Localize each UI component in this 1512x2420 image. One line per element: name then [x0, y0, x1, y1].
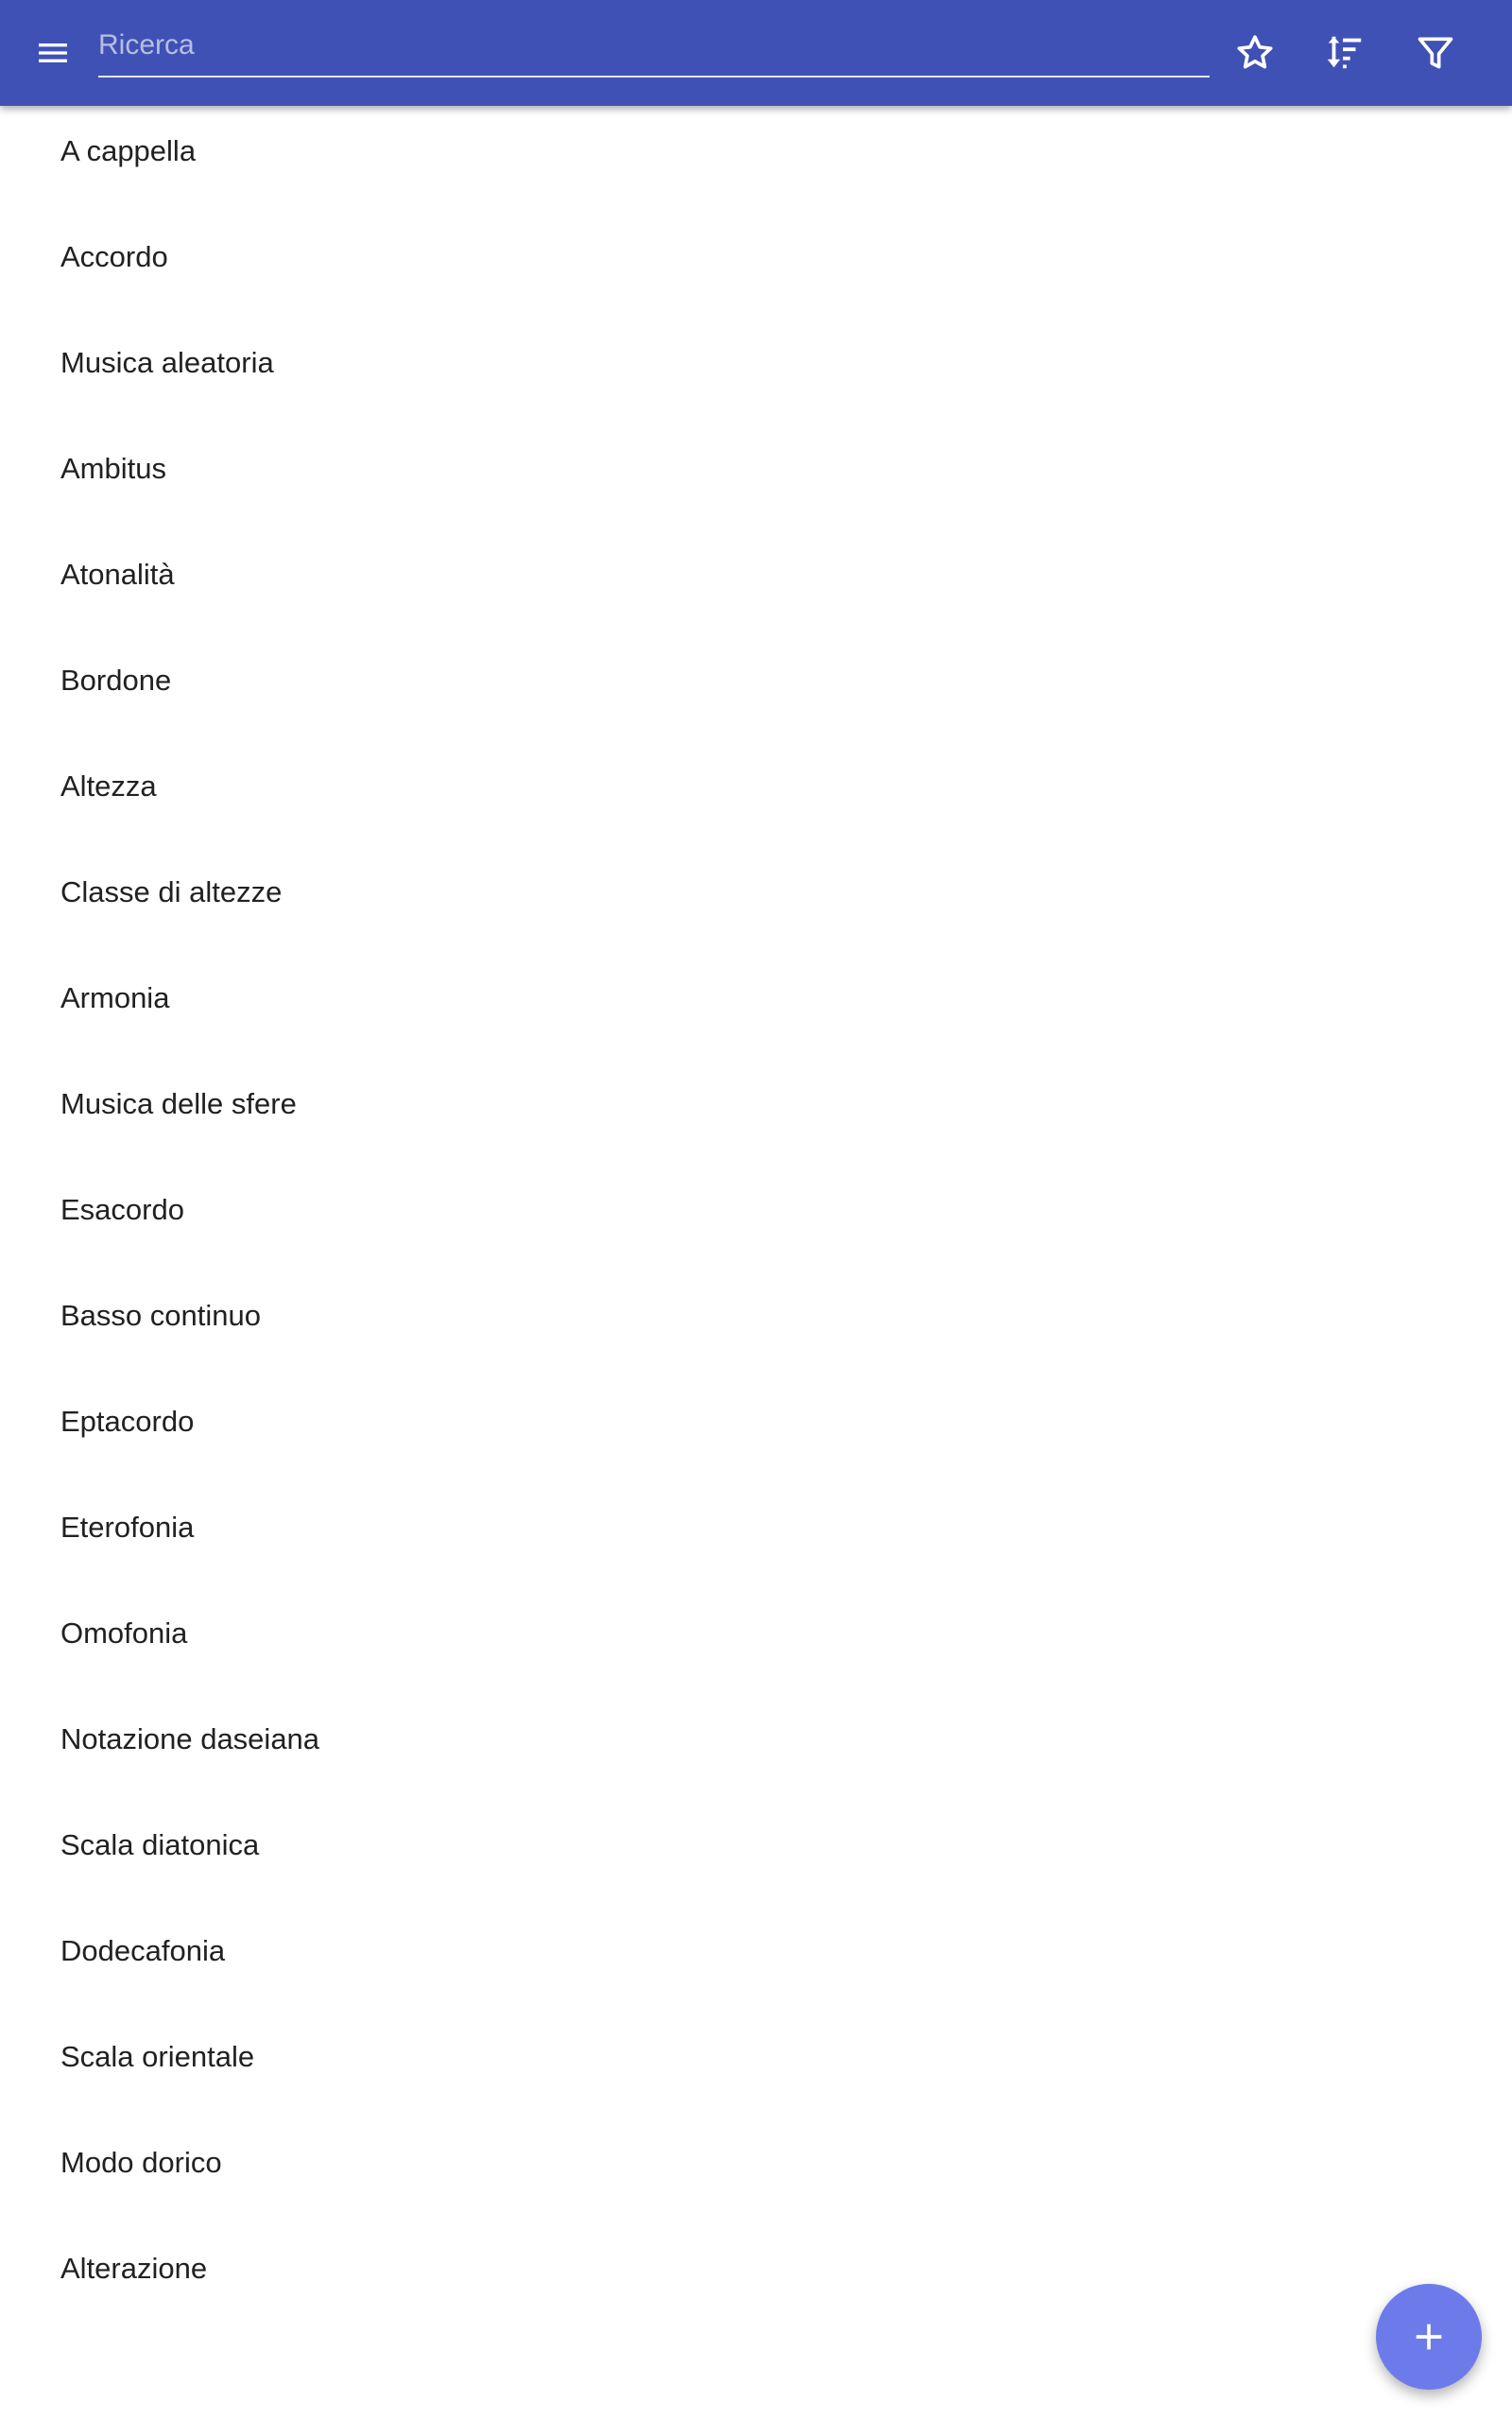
list-item[interactable]: Omofonia	[60, 1616, 188, 1650]
star-outline-icon	[1234, 32, 1276, 74]
list-item[interactable]: Esacordo	[60, 1193, 184, 1226]
list-item[interactable]: Eptacordo	[60, 1405, 195, 1438]
list-item[interactable]: Basso continuo	[60, 1299, 261, 1332]
list-item[interactable]: Dodecafonia	[60, 1934, 226, 1967]
favorites-button[interactable]	[1217, 15, 1293, 91]
list-item[interactable]: Armonia	[60, 981, 170, 1014]
list-item[interactable]: Musica delle sfere	[60, 1087, 297, 1120]
search-field	[98, 21, 1210, 78]
add-button[interactable]	[1376, 2284, 1482, 2390]
list-item[interactable]: Accordo	[60, 240, 168, 273]
filter-icon	[1415, 32, 1456, 74]
list-item[interactable]: A cappella	[60, 134, 197, 167]
list-item[interactable]: Scala diatonica	[60, 1828, 260, 1861]
list-item[interactable]: Bordone	[60, 664, 172, 697]
search-input[interactable]	[98, 21, 1210, 70]
list-item[interactable]: Alterazione	[60, 2252, 208, 2285]
term-list	[0, 98, 1512, 2322]
filter-button[interactable]	[1398, 15, 1473, 91]
list-item[interactable]: Musica aleatoria	[60, 346, 274, 379]
list-item[interactable]: Scala orientale	[60, 2040, 255, 2073]
top-app-bar	[0, 0, 1512, 106]
list-item[interactable]: Altezza	[60, 769, 157, 803]
list-item[interactable]: Eterofonia	[60, 1511, 195, 1544]
list-item[interactable]: Ambitus	[60, 452, 166, 485]
sort-button[interactable]	[1307, 15, 1383, 91]
sort-icon	[1323, 31, 1366, 75]
plus-icon	[1410, 2318, 1448, 2356]
list-item[interactable]: Atonalità	[60, 558, 175, 591]
menu-button[interactable]	[15, 15, 91, 91]
hamburger-menu-icon	[34, 34, 72, 72]
list-item[interactable]: Classe di altezze	[60, 875, 283, 908]
list-item[interactable]: Modo dorico	[60, 2146, 222, 2179]
list-item[interactable]: Notazione daseiana	[60, 1722, 320, 1755]
